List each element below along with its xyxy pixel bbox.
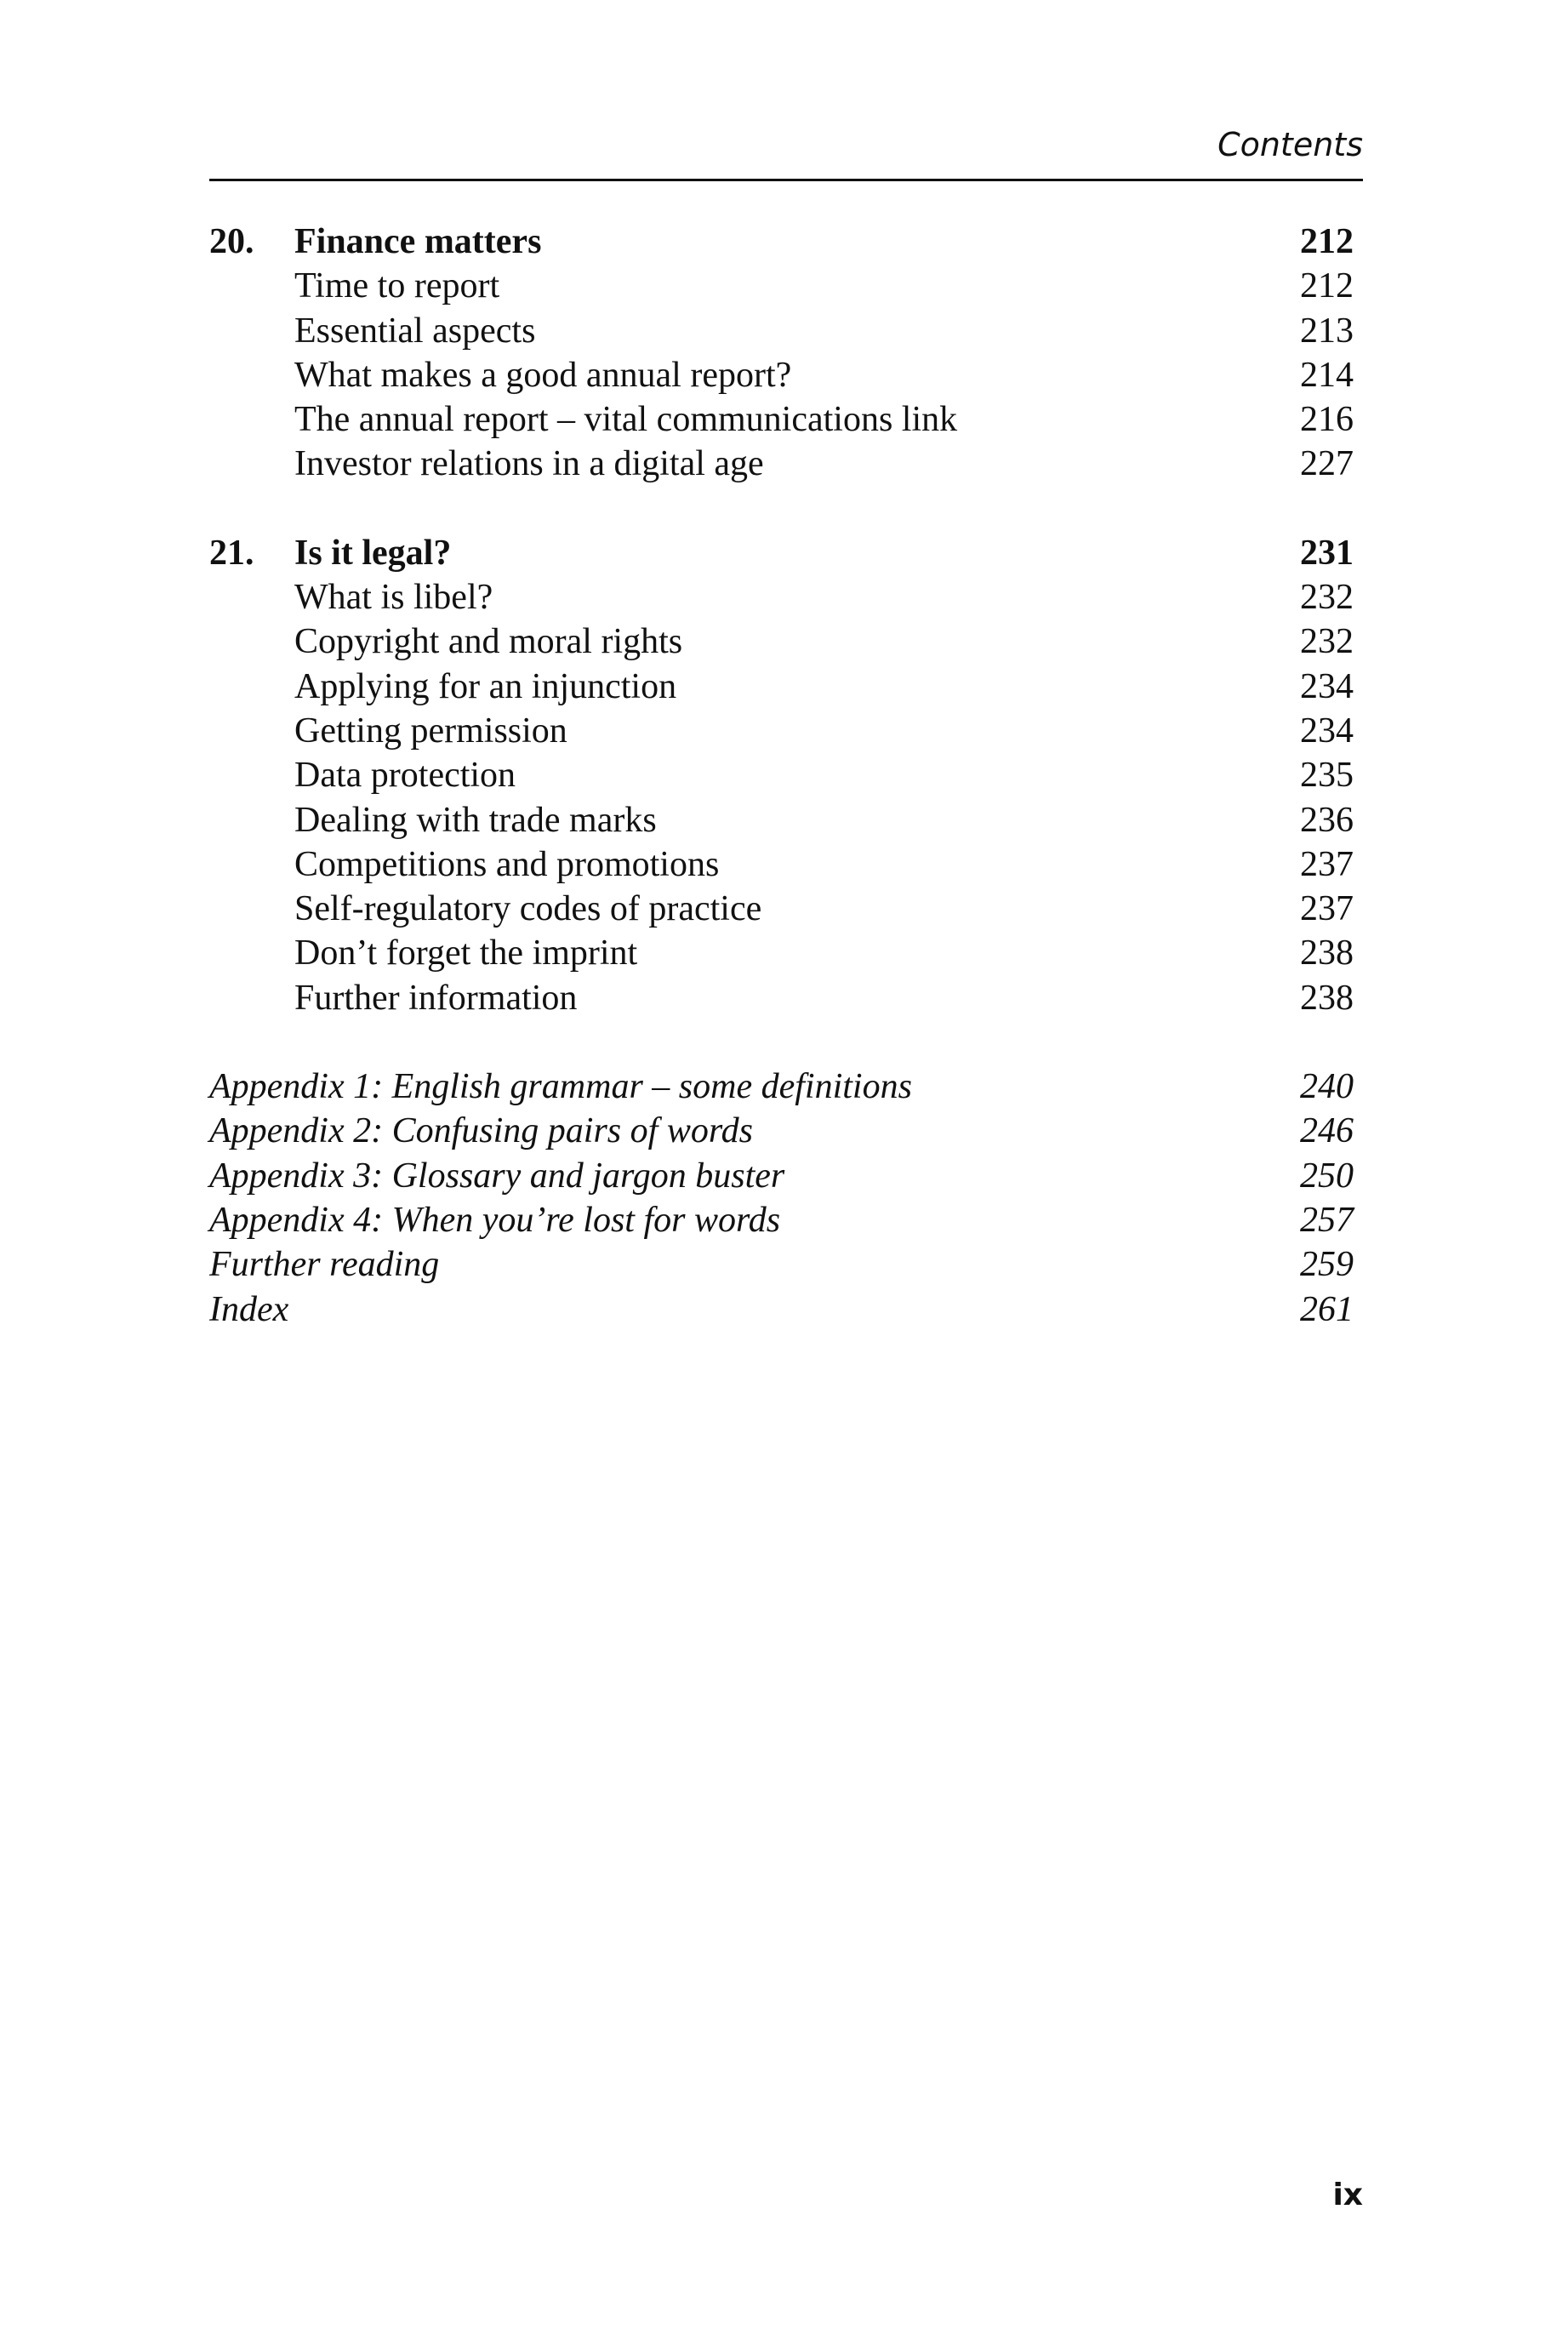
entry-title: Getting permission: [294, 711, 567, 751]
back-matter: [209, 1065, 1354, 1332]
entry-title: Investor relations in a digital age: [294, 444, 764, 484]
entry-page: 238: [1300, 933, 1354, 973]
back-matter-entry[interactable]: [209, 1065, 1354, 1109]
entry-page: 234: [1300, 666, 1354, 706]
entry-title: Dealing with trade marks: [294, 800, 657, 840]
entry-page: 214: [1300, 355, 1354, 395]
entry-page: 227: [1300, 444, 1354, 484]
back-matter-entry[interactable]: [209, 1198, 1354, 1242]
entry-title: Data protection: [294, 756, 516, 796]
toc-entry[interactable]: [209, 665, 1354, 709]
entry-title: Further reading: [209, 1245, 440, 1285]
toc-entry[interactable]: [209, 798, 1354, 842]
toc-entry[interactable]: [209, 264, 1354, 308]
chapter-page: 231: [1300, 533, 1354, 573]
entry-page: 238: [1300, 978, 1354, 1018]
chapter-page: 212: [1300, 222, 1354, 261]
chapter-title: Is it legal?: [294, 533, 452, 573]
entry-page: 257: [1300, 1200, 1354, 1240]
entry-title: Essential aspects: [294, 311, 536, 351]
toc-entry[interactable]: [209, 887, 1354, 931]
entry-title: The annual report – vital communications link: [294, 400, 958, 440]
entry-title: Competitions and promotions: [294, 844, 720, 884]
toc-entry[interactable]: [209, 442, 1354, 486]
toc-entry[interactable]: [209, 976, 1354, 1020]
entry-title: Further information: [294, 978, 578, 1018]
entry-page: 237: [1300, 844, 1354, 884]
entry-page: 232: [1300, 622, 1354, 662]
toc-entry[interactable]: [209, 619, 1354, 664]
entry-page: 213: [1300, 311, 1354, 351]
chapter-20: [209, 220, 1354, 487]
toc-entry[interactable]: [209, 931, 1354, 975]
entry-page: 232: [1300, 578, 1354, 618]
toc-entry[interactable]: [209, 575, 1354, 619]
entry-page: 216: [1300, 400, 1354, 440]
running-head: Contents: [1217, 126, 1363, 163]
table-of-contents: [209, 220, 1354, 1332]
chapter-number: 21.: [209, 533, 254, 573]
chapter-heading[interactable]: [209, 531, 1354, 575]
entry-page: 237: [1300, 889, 1354, 929]
entry-title: Don’t forget the imprint: [294, 933, 638, 973]
entry-title: Appendix 1: English grammar – some definitions: [209, 1067, 912, 1107]
back-matter-entry[interactable]: [209, 1287, 1354, 1332]
entry-page: 236: [1300, 800, 1354, 840]
chapter-21: [209, 531, 1354, 1020]
toc-entry[interactable]: [209, 709, 1354, 753]
entry-title: Index: [209, 1289, 289, 1329]
entry-page: 212: [1300, 266, 1354, 306]
entry-page: 235: [1300, 756, 1354, 796]
entry-title: Appendix 2: Confusing pairs of words: [209, 1111, 753, 1151]
back-matter-entry[interactable]: [209, 1154, 1354, 1198]
toc-entry[interactable]: [209, 309, 1354, 353]
entry-page: 234: [1300, 711, 1354, 751]
toc-entry[interactable]: [209, 842, 1354, 887]
entry-title: Applying for an injunction: [294, 666, 677, 706]
entry-title: Self-regulatory codes of practice: [294, 889, 762, 929]
toc-entry[interactable]: [209, 753, 1354, 797]
entry-page: 259: [1300, 1245, 1354, 1285]
toc-entry[interactable]: [209, 353, 1354, 397]
back-matter-entry[interactable]: [209, 1109, 1354, 1153]
chapter-number: 20.: [209, 222, 254, 261]
chapter-title: Finance matters: [294, 222, 542, 261]
header-rule: [209, 179, 1363, 181]
entry-title: Copyright and moral rights: [294, 622, 683, 662]
entry-title: Time to report: [294, 266, 500, 306]
toc-entry[interactable]: [209, 397, 1354, 442]
entry-title: Appendix 3: Glossary and jargon buster: [209, 1156, 785, 1196]
back-matter-entry[interactable]: [209, 1242, 1354, 1287]
entry-page: 246: [1300, 1111, 1354, 1151]
entry-page: 240: [1300, 1067, 1354, 1107]
entry-title: What is libel?: [294, 578, 493, 618]
entry-title: What makes a good annual report?: [294, 355, 792, 395]
page-number: ix: [1332, 2178, 1363, 2212]
entry-title: Appendix 4: When you’re lost for words: [209, 1200, 781, 1240]
entry-page: 261: [1300, 1289, 1354, 1329]
entry-page: 250: [1300, 1156, 1354, 1196]
chapter-heading[interactable]: [209, 220, 1354, 264]
